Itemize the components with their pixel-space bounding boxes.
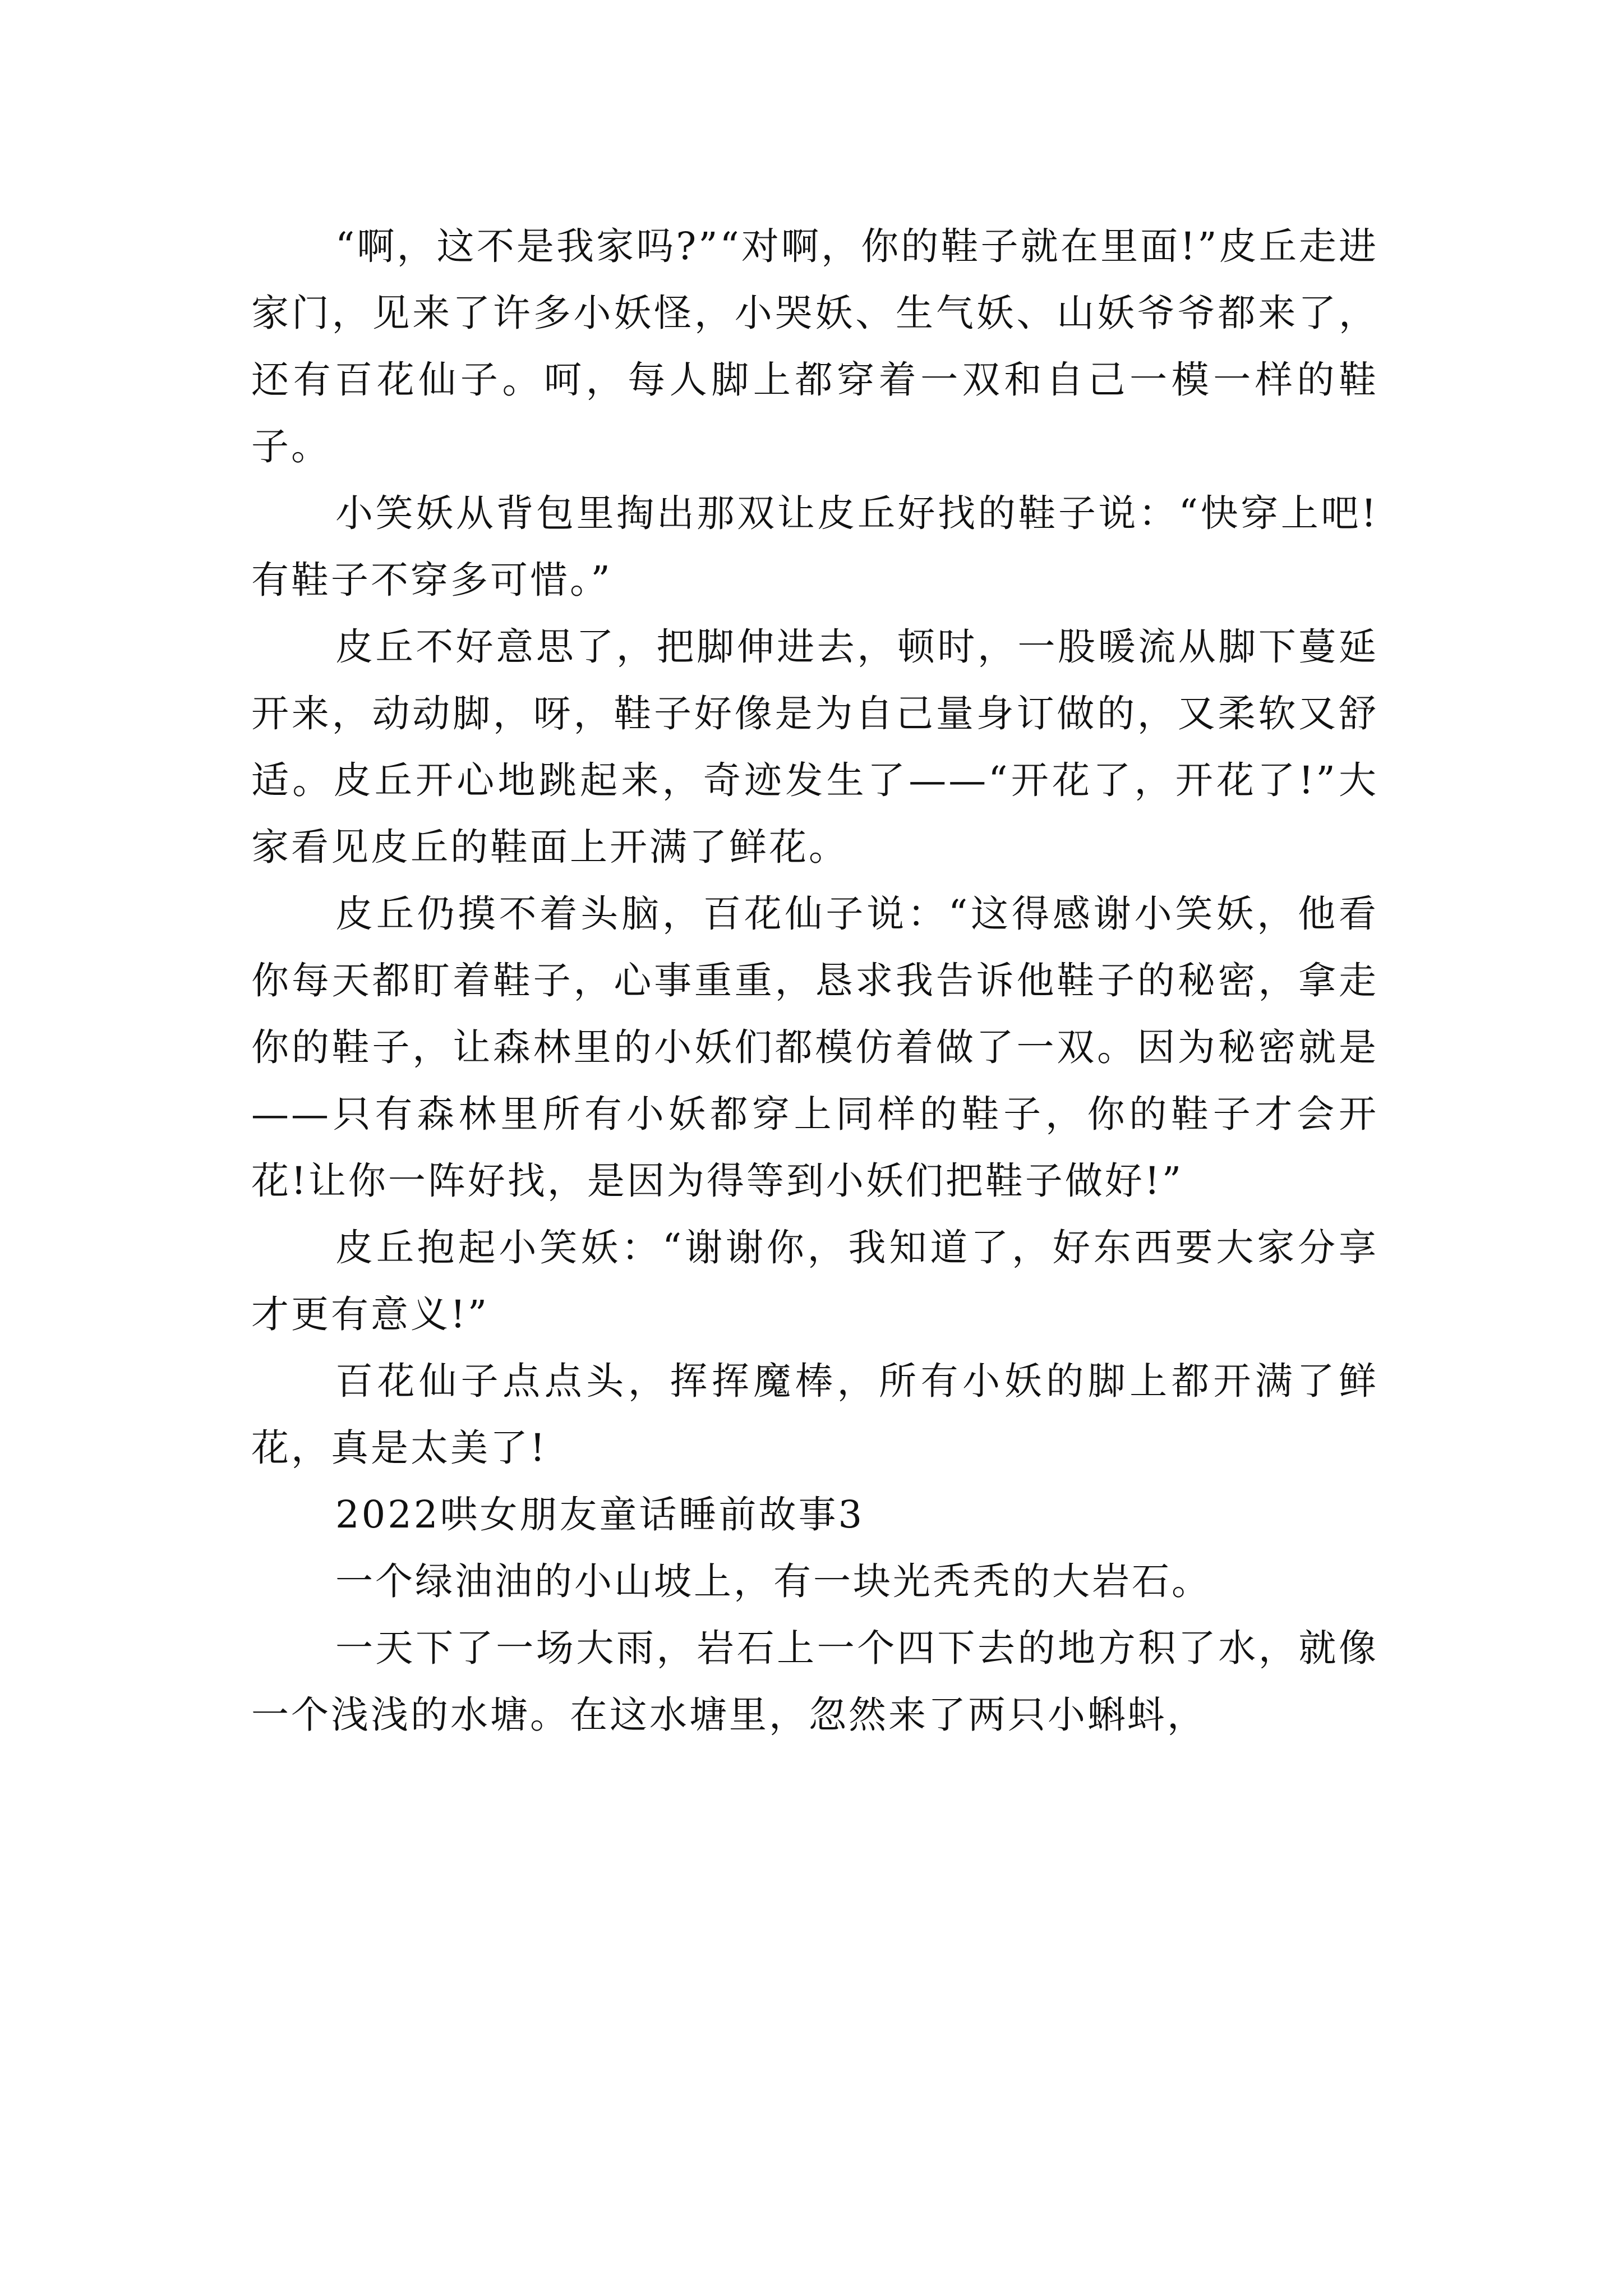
- paragraph: “啊，这不是我家吗?”“对啊，你的鞋子就在里面!”皮丘走进家门，见来了许多小妖怪，小哭妖、生气妖、山妖爷爷都来了，还有百花仙子。呵，每人脚上都穿着一双和自己一模一样的鞋子。: [251, 224, 1378, 468]
- paragraph: 一天下了一场大雨，岩石上一个四下去的地方积了水，就像一个浅浅的水塘。在这水塘里，忽然来了两只小蝌蚪，: [251, 1626, 1378, 1737]
- paragraph: 皮丘不好意思了，把脚伸进去，顿时，一股暖流从脚下蔓延开来，动动脚，呀，鞋子好像是为自己量身订做的，又柔软又舒适。皮丘开心地跳起来，奇迹发生了——“开花了，开花了!”大家看见皮丘的鞋面上开满了鲜花。: [251, 625, 1378, 869]
- paragraph: 皮丘抱起小笑妖：“谢谢你，我知道了，好东西要大家分享才更有意义!”: [251, 1226, 1378, 1336]
- paragraph: 小笑妖从背包里掏出那双让皮丘好找的鞋子说：“快穿上吧!有鞋子不穿多可惜。”: [251, 491, 1378, 602]
- paragraph: 皮丘仍摸不着头脑，百花仙子说：“这得感谢小笑妖，他看你每天都盯着鞋子，心事重重，恳求我告诉他鞋子的秘密，拿走你的鞋子，让森林里的小妖们都模仿着做了一双。因为秘密就是——只有森林里所有小妖都穿上同样的鞋子，你的鞋子才会开花!让你一阵好找，是因为得等到小妖们把鞋子做好!”: [251, 892, 1378, 1203]
- paragraph: 百花仙子点点头，挥挥魔棒，所有小妖的脚上都开满了鲜花，真是太美了!: [251, 1359, 1378, 1470]
- document-body: [251, 213, 1378, 1749]
- section-heading: 2022哄女朋友童话睡前故事3: [335, 1493, 865, 1536]
- paragraph: 一个绿油油的小山坡上，有一块光秃秃的大岩石。: [335, 1559, 1211, 1603]
